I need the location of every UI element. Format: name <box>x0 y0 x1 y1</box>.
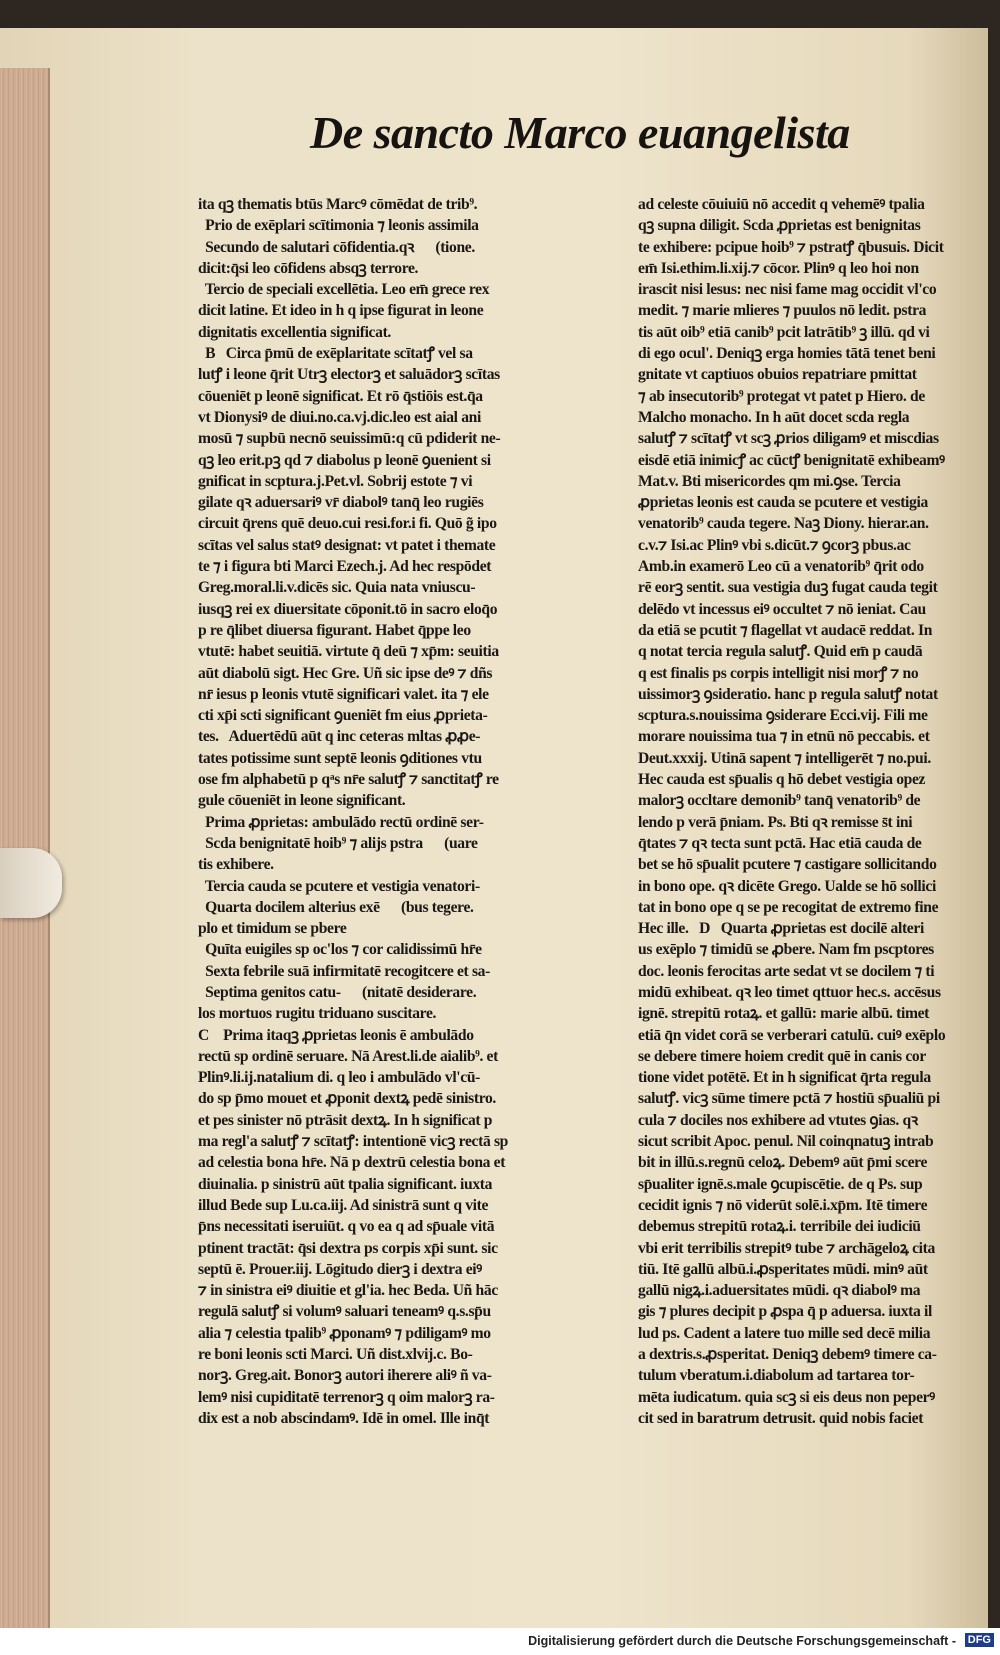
text-line: Tercia cauda se pcutere et vestigia venatori- <box>198 877 480 895</box>
text-line: p re q̄libet diuersa figurant. Habet q̄ppe leo <box>198 621 471 639</box>
text-line: dicit latine. Et ideo in h q ipse figurat in leone <box>198 302 484 320</box>
footer-bar <box>0 1628 1000 1655</box>
text-line: Greg.moral.li.v.dicēs sic. Quia nata vniuscu- <box>198 579 476 597</box>
text-line: ad celeste cōuiuiū nō accedit q vehemēꝰ tpalia <box>638 196 925 213</box>
right-text-column <box>638 194 1000 1429</box>
text-line: salutꝭ. vicꝫ sūme timere pctā ⁊ hostiū sp̄ualiū pi <box>638 1090 940 1108</box>
text-line: Plinꝰ.li.ij.natalium di. q leo i ambulādo vl'cū- <box>198 1069 481 1087</box>
text-line: em̄ Isi.ethim.li.xij.⁊ cōcor. Plinꝰ q leo hoi non <box>638 259 919 277</box>
text-line: mēta iudicatum. quia scꝫ si eis deus non peperꝰ <box>638 1388 935 1406</box>
text-line: B Circa p̄mū de exēplaritate scītatꝭ vel sa <box>198 345 473 363</box>
text-line: us exēplo ⁊ timidū se ꝓbere. Nam fm pscptores <box>638 941 934 959</box>
text-line: ose fm alphabetū p qͣs nr̄e salutꝭ ⁊ sanctitatꝭ re <box>198 771 499 789</box>
text-line: in bono ope. qꝛ dicēte Grego. Ualde se hō sollici <box>638 877 936 895</box>
text-line: mosū ⁊ supbū necnō seuissimū:q cū pdiderit ne- <box>198 430 501 448</box>
text-line: vt Dionysiꝰ de diui.no.ca.vj.dic.leo est aial ani <box>198 408 481 426</box>
text-line: Secundo de salutari cōfidentia.qꝛ (tione. <box>198 238 475 256</box>
book-page <box>0 28 988 1628</box>
page-title: De sancto Marco euangelista <box>310 107 850 158</box>
text-line: scptura.s.nouissima ꝯsiderare Ecci.vij. Fili me <box>638 707 928 725</box>
text-line: q̄tates ⁊ qꝛ tecta sunt pctā. Hac etiā cauda de <box>638 834 922 852</box>
text-line: Hec cauda est sp̄ualis q hō debet vestigia opez <box>638 771 926 789</box>
text-line: C Prima itaqꝫ ꝓprietas leonis ē ambulādo <box>198 1026 474 1044</box>
text-line: aūt diabolū sigt. Hec Gre. Uñ sic ipse deꝰ ⁊ dñs <box>198 664 493 682</box>
text-line: ita qꝫ thematis btūs Marcꝰ cōmēdat de trib⁹. <box>198 196 478 213</box>
text-line: Septima genitos catu- (nitatē desiderare. <box>198 983 477 1001</box>
text-line: qꝫ supna diligit. Scda ꝓprietas est benignitas <box>638 217 921 235</box>
text-line: q notat tercia regula salutꝭ. Quid em̄ p caudā <box>638 643 923 661</box>
text-line: tes. Aduertēdū aūt q inc ceteras mltas ꝓꝓe- <box>198 728 481 746</box>
text-line: cōueniēt p leonē significat. Et rō q̄stiōis est.q̄a <box>198 387 483 405</box>
text-line: rē eorꝫ sentit. sua vestigia duꝫ fugat cauda tegit <box>638 579 938 597</box>
text-line: Mat.v. Bti misericordes qm mi.ꝯse. Tercia <box>638 472 901 490</box>
text-line: ma regl'a salutꝭ ⁊ scītatꝭ: intentionē vicꝫ rectā sp <box>198 1133 508 1151</box>
text-line: cula ⁊ dociles nos exhibere ad vtutes ꝯias. qꝛ <box>638 1111 918 1129</box>
text-line: se debere timere hoiem credit quē in canis cor <box>638 1047 926 1065</box>
text-line: tat in bono ope q se pe recogitat de extremo fine <box>638 898 939 916</box>
text-line: cti xp̄i scti significant ꝯueniēt fm eius ꝓprieta- <box>198 707 488 725</box>
text-line: los mortuos rugitu triduano suscitare. <box>198 1005 437 1023</box>
text-line: re boni leonis scti Marci. Uñ dist.xlvij.c. Bo- <box>198 1346 473 1364</box>
text-line: tis aūt oib⁹ etiā canib⁹ pcit latrātib⁹ ꝫ illū. qd vi <box>638 323 930 341</box>
text-line: nr̄ iesus p leonis vtutē significari valet. ita ⁊ ele <box>198 685 489 703</box>
text-line: irascit nisi lesus: nec nisi fame mag occidit vl'co <box>638 281 937 299</box>
text-line: ⁊ in sinistra eiꝰ diuitie et gl'ia. hec Beda. Uñ hāc <box>198 1282 498 1300</box>
text-line: Prio de exēplari scītimonia ⁊ leonis assimila <box>198 217 479 235</box>
text-line: p̄ns necessitati iseruiūt. q vo ea q ad sp̄uale vitā <box>198 1218 495 1236</box>
text-line: sp̄ualiter ignē.s.male ꝯcupiscētie. de q Ps. sup <box>638 1175 923 1193</box>
text-line: regulā salutꝭ si volumꝰ saluari teneamꝰ q.s.sp̄u <box>198 1303 491 1321</box>
text-line: a dextris.s.ꝓsperitat. Deniqꝫ debemꝰ timere ca- <box>638 1346 937 1364</box>
text-line: te exhibere: pcipue hoib⁹ ⁊ pstratꝭ q̄busuis. Dicit <box>638 238 944 256</box>
text-line: gnitate vt captiuos obuios repatriare pmittat <box>638 366 917 384</box>
text-line: gis ⁊ plures decipit p ꝓspa q̄ p aduersa. iuxta il <box>638 1303 932 1321</box>
text-line: qꝫ leo erit.pꝫ qd ⁊ diabolus p leonē ꝯuenient si <box>198 451 491 469</box>
text-line: circuit q̄rens quē deuo.cui resi.for.i fi. Quō g̃ ipo <box>198 515 497 533</box>
text-line: Malcho monacho. In h aūt docet scda regla <box>638 408 910 426</box>
text-line: dicit:q̄si leo cōfidens absqꝫ terrore. <box>198 259 419 277</box>
text-line: norꝫ. Greg.ait. Bonorꝫ autori iherere aliꝰ ñ va- <box>198 1367 492 1385</box>
text-line: lutꝭ i leone q̄rit Utrꝫ electorꝫ et saluādorꝫ scītas <box>198 366 500 384</box>
text-line: bit in illū.s.regnū celoꝝ. Debemꝰ aūt p̄mi scere <box>638 1154 928 1172</box>
text-line: illud Bede sup Lu.ca.iij. Ad sinistrā sunt q vite <box>198 1196 489 1214</box>
text-line: c.v.⁊ Isi.ac Plinꝰ vbi s.dicūt.⁊ ꝯcorꝫ pbus.ac <box>638 536 911 554</box>
text-line: gnificat in scptura.j.Pet.vl. Sobrij estote ⁊ vi <box>198 472 473 490</box>
text-line: lud ps. Cadent a latere tuo mille sed decē milia <box>638 1324 931 1342</box>
text-line: ꝓprietas leonis est cauda se pcutere et vestigia <box>638 494 928 512</box>
text-line: Quarta docilem alterius exē (bus tegere. <box>198 898 474 916</box>
text-line: da etiā se pcutit ⁊ flagellat vt audacē reddat. In <box>638 621 933 639</box>
text-line: vtutē: habet seuitiā. virtute q̄ deū ⁊ xp̄m: seuitia <box>198 643 499 661</box>
left-text-column <box>198 194 616 1429</box>
text-line: morare nouissima tua ⁊ in etnū nō peccabis. et <box>638 728 930 746</box>
text-line: delēdo vt incessus eiꝰ occultet ⁊ nō ieniat. Cau <box>638 600 926 618</box>
text-line: lendo p verā p̄niam. Ps. Bti qꝛ remisse s̄t ini <box>638 813 913 831</box>
text-line: lemꝰ nisi cupiditatē terrenorꝫ q oim malorꝫ ra- <box>198 1388 495 1406</box>
text-line: ignē. strepitū rotaꝝ. et gallū: marie albū. timet <box>638 1005 929 1023</box>
text-line: di ego ocul'. Deniqꝫ erga homies tātā tenet beni <box>638 345 936 363</box>
text-line: uissimorꝫ ꝯsideratio. hanc p regula salutꝭ notat <box>638 685 938 703</box>
text-line: iusqꝫ rei ex diuersitate cōponit.tō in sacro eloq̄o <box>198 600 498 618</box>
text-line: tis exhibere. <box>198 856 274 874</box>
text-line: ptinent tractāt: q̄si dextra ps corpis xp̄i sunt. sic <box>198 1239 498 1257</box>
text-line: diuinalia. p sinistrū aūt tpalia significant. iuxta <box>198 1175 493 1193</box>
text-line: do sp p̄mo mouet et ꝓponit dextꝝ pedē sinistro. <box>198 1090 496 1108</box>
text-line: medit. ⁊ marie mlieres ⁊ puulos nō ledit. pstra <box>638 302 927 320</box>
text-line: sicut scribit Apoc. penul. Nil coinqnatuꝫ intrab <box>638 1133 934 1151</box>
text-line: Deut.xxxij. Utinā sapent ⁊ intelligerēt ⁊ no.pui. <box>638 749 931 767</box>
dfg-logo: DFG <box>965 1633 994 1647</box>
text-line: ⁊ ab insecutorib⁹ protegat vt patet p Hiero. de <box>638 387 925 405</box>
text-line: gallū nigꝝ.i.aduersitates mūdi. qꝛ diabolꝰ ma <box>638 1282 921 1300</box>
text-line: venatorib⁹ cauda tegere. Naꝫ Diony. hierar.an. <box>638 515 929 533</box>
text-line: eisdē etiā inimicꝭ ac cūctꝭ benignitatē exhibeamꝰ <box>638 451 945 469</box>
text-line: tulum vberatum.i.diabolum ad tartarea tor- <box>638 1367 915 1385</box>
text-line: Sexta febrile suā infirmitatē recogitcere et sa- <box>198 962 490 980</box>
text-line: Amb.in examerō Leo cū a venatorib⁹ q̄rit odo <box>638 558 924 576</box>
text-line: cecidit ignis ⁊ nō viderūt solē.i.xp̄m. Itē timere <box>638 1196 928 1214</box>
text-line: Prima ꝓprietas: ambulādo rectū ordinē ser- <box>198 813 484 831</box>
text-line: debemus strepitū rotaꝝ.i. terribile dei iudiciū <box>638 1218 921 1236</box>
text-line: Quīta euigiles sp oc'los ⁊ cor calidissimū hr̄e <box>198 941 482 959</box>
text-line: tione videt potētē. Et in h significat q̄rta regula <box>638 1069 931 1087</box>
text-line: Scda benignitatē hoib⁹ ⁊ alijs pstra (uare <box>198 834 478 852</box>
text-line: dignitatis excellentia significat. <box>198 323 391 341</box>
text-line: dix est a nob abscindamꝰ. Idē in omel. Ille inq̄t <box>198 1409 490 1427</box>
text-line: te ⁊ i figura bti Marci Ezech.j. Ad hec respōdet <box>198 558 492 576</box>
text-line: Tercio de speciali excellētia. Leo em̄ grece rex <box>198 281 490 299</box>
text-line: vbi erit terribilis strepitꝰ tube ⁊ archāgeloꝝ cita <box>638 1239 935 1257</box>
text-line: rectū sp ordinē seruare. Nā Arest.li.de aialib⁹. et <box>198 1047 498 1065</box>
text-line: ad celestia bona hr̄e. Nā p dextrū celestia bona et <box>198 1154 506 1172</box>
text-line: plo et timidum se pbere <box>198 920 347 938</box>
text-line: alia ⁊ celestia tpalib⁹ ꝓponamꝰ ⁊ pdiligamꝰ mo <box>198 1324 491 1342</box>
text-line: gule cōueniēt in leone significant. <box>198 792 406 810</box>
text-line: Hec ille. D Quarta ꝓprietas est docilē alteri <box>638 920 924 938</box>
text-line: q est finalis ps corpis intelligit nisi morꝭ ⁊ no <box>638 664 919 682</box>
text-line: etiā q̄n videt corā se verberari catulū. cuiꝰ exēplo <box>638 1026 946 1044</box>
text-line: septū ē. Prouer.iij. Lōgitudo dierꝫ i dextra eiꝰ <box>198 1260 482 1278</box>
text-line: bet se hō sp̄ualit pcutere ⁊ castigare sollicitando <box>638 856 937 874</box>
text-line: midū exhibeat. qꝛ leo timet qttuor hec.s. accēsus <box>638 983 941 1001</box>
text-line: malorꝫ occltare demonib⁹ tanq̄ venatorib⁹ de <box>638 792 921 810</box>
text-line: cit sed in baratrum detrusit. quid nobis faciet <box>638 1409 924 1427</box>
text-line: gilate qꝛ aduersariꝰ vr̄ diabolꝰ tanq̄ leo rugiēs <box>198 494 484 512</box>
text-line: salutꝭ ⁊ scītatꝭ vt scꝫ ꝓrios diligamꝰ et miscdias <box>638 430 939 448</box>
text-line: et pes sinister nō ptrāsit dextꝝ. In h significat p <box>198 1111 493 1129</box>
text-line: tiū. Itē gallū albū.i.ꝓsperitates mūdi. minꝰ aūt <box>638 1260 928 1278</box>
text-line: scītas vel salus statꝰ designat: vt patet i themate <box>198 536 496 554</box>
page-clip <box>0 848 62 918</box>
text-line: tates potissime sunt septē leonis ꝯditiones vtu <box>198 749 482 767</box>
text-line: doc. leonis ferocitas arte sedat vt se docilem ⁊ ti <box>638 962 935 980</box>
funding-credit: Digitalisierung gefördert durch die Deutsche Forschungsgemeinschaft - <box>528 1634 956 1648</box>
